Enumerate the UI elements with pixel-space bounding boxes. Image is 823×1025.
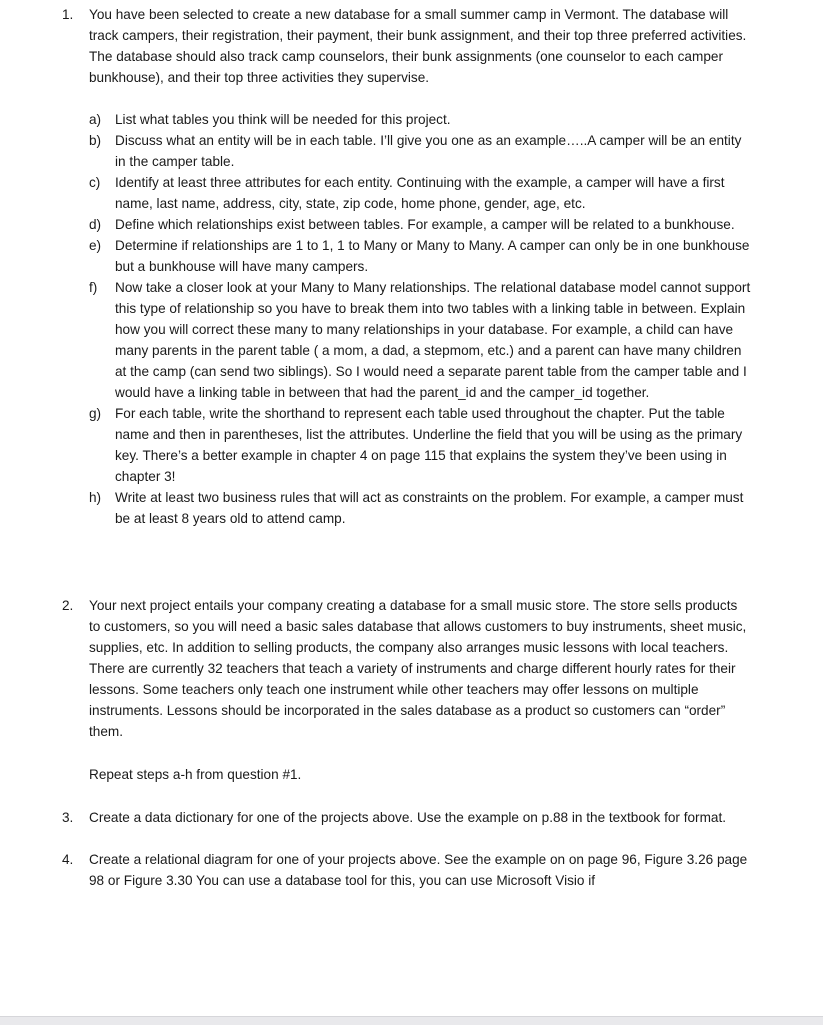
step-text: Determine if relationships are 1 to 1, 1 to Many or Many to Many. A camper can only be in one bunkhouse but a bunkhouse will have many campers. [115,238,750,274]
step-letter: g) [89,406,102,421]
question-1 [62,4,752,88]
question-text: Create a data dictionary for one of the projects above. Use the example on p.88 in the textbook for format. [89,810,727,825]
step-letter: a) [89,112,102,127]
step-letter: e) [89,238,102,253]
step-text: Now take a closer look at your Many to Many relationships. The relational database model cannot support this type of relationship so you have to break them into two tables with a linking table in between. Explain how you will correct these many to many relationships in your database. For example, a child can have many parents in the parent table ( a mom, a dad, a stepmom, etc.) and a parent can have many children at the camp (can send two siblings). So I would need a separate parent table from the camper table and I would have a linking table in between that had the parent_id and the camper_id together. [115,280,751,400]
question-4 [62,849,752,891]
step-d [89,214,754,235]
question-text: Your next project entails your company creating a database for a small music store. The store sells products to customers, so you will need a basic sales database that allows customers to buy instruments, sheet music, supplies, etc. In addition to selling products, the company also arranges music lessons with local teachers. There are currently 32 teachers that teach a variety of instruments and charge different hourly rates for their lessons. Some teachers only teach one instrument while other teachers may offer lessons on multiple instruments. Lessons should be incorporated in the sales database as a product so customers can “order” them. [89,598,747,739]
step-e [89,235,754,277]
question-number: 3. [62,810,74,825]
step-h [89,487,754,529]
question-text: Create a relational diagram for one of your projects above. See the example on on page 96, Figure 3.26 page 98 or Figure 3.30 You can use a database tool for this, you can use Microsoft Visio if [89,852,748,888]
step-b [89,130,754,172]
step-a [89,109,754,130]
question-2 [62,595,752,742]
step-text: Write at least two business rules that will act as constraints on the problem. For example, a camper must be at least 8 years old to attend camp. [115,490,744,526]
question-number: 4. [62,852,74,867]
step-letter: d) [89,217,102,232]
question-text: You have been selected to create a new database for a small summer camp in Vermont. The database will track campers, their registration, their payment, their bunk assignment, and their top three preferred activities. The database should also track camp counselors, their bunk assignments (one counselor to each camper bunkhouse), and their top three activities they supervise. [89,7,747,85]
question-number: 2. [62,598,74,613]
step-letter: c) [89,175,101,190]
step-c [89,172,754,214]
step-text: Define which relationships exist between tables. For example, a camper will be related to a bunkhouse. [115,217,735,232]
step-letter: f) [89,280,98,295]
question-1-steps [89,109,754,529]
step-f [89,277,754,403]
step-letter: h) [89,490,102,505]
repeat-steps-note: Repeat steps a-h from question #1. [89,767,302,782]
step-text: Identify at least three attributes for each entity. Continuing with the example, a camper will have a first name, last name, address, city, state, zip code, home phone, gender, age, etc. [115,175,725,211]
step-letter: b) [89,133,102,148]
question-number: 1. [62,7,74,22]
step-g [89,403,754,487]
step-text: For each table, write the shorthand to represent each table used throughout the chapter. Put the table name and then in parentheses, list the attributes. Underline the field that you will be using as the primary key. There’s a better example in chapter 4 on page 115 that explains the system they’ve been using in chapter 3! [115,406,743,484]
question-3 [62,807,752,828]
step-text: Discuss what an entity will be in each table. I’ll give you one as an example…..A camper will be an entity in the camper table. [115,133,742,169]
step-text: List what tables you think will be needed for this project. [115,112,451,127]
